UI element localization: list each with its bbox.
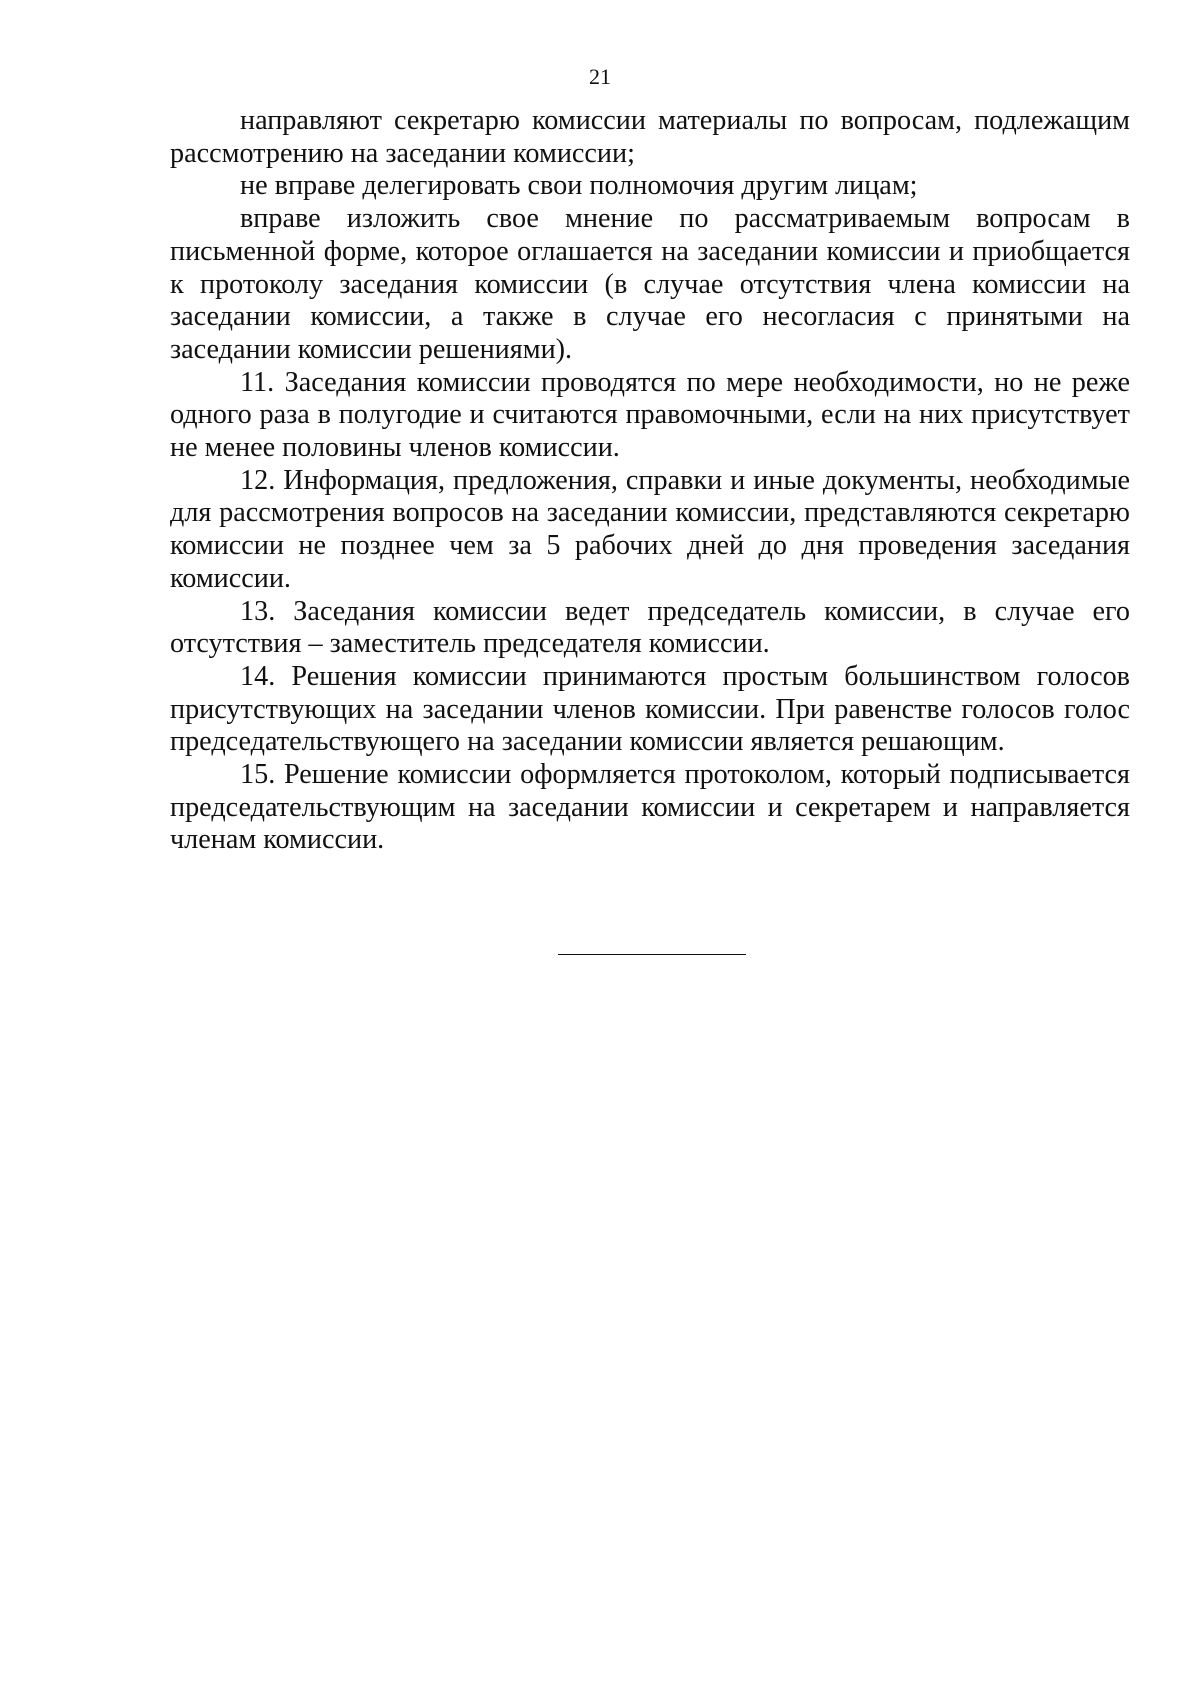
paragraph-no-delegation: не вправе делегировать свои полномочия другим лицам; — [240, 170, 918, 202]
paragraph-clause-13: 13. Заседания комиссии ведет председатель комиссии, в случае его отсутствия – заместитель председателя комиссии. — [170, 595, 1130, 660]
paragraph-clause-12: 12. Информация, предложения, справки и иные документы, необходимые для рассмотрения вопросов на заседании комиссии, представляются секретарю комиссии не позднее чем за 5 рабочих дней до дня проведения заседания комиссии. — [170, 464, 1130, 594]
page-number: 21 — [589, 64, 611, 89]
paragraph-clause-14: 14. Решения комиссии принимаются простым большинством голосов присутствующих на заседании членов комиссии. При равенстве голосов голос председательствующего на заседании комиссии является решающим. — [170, 660, 1130, 758]
paragraph-clause-11: 11. Заседания комиссии проводятся по мере необходимости, но не реже одного раза в полугодие и считаются правомочными, если на них присутствует не менее половины членов комиссии. — [170, 366, 1130, 464]
paragraph-written-opinion: вправе изложить свое мнение по рассматриваемым вопросам в письменной форме, которое оглашается на заседании комиссии и приобщается к протоколу заседания комиссии (в случае отсутствия члена комиссии на заседании комиссии, а также в случае его несогласия с принятыми на заседании комиссии решениями). — [170, 203, 1130, 365]
paragraph-clause-15: 15. Решение комиссии оформляется протоколом, который подписывается председательствующим на заседании комиссии и секретарем и направляется членам комиссии. — [170, 759, 1130, 856]
document-body — [170, 105, 1130, 857]
end-separator-line — [558, 954, 746, 955]
paragraph-materials-to-secretary: направляют секретарю комиссии материалы по вопросам, подлежащим рассмотрению на заседании комиссии; — [170, 105, 1130, 169]
